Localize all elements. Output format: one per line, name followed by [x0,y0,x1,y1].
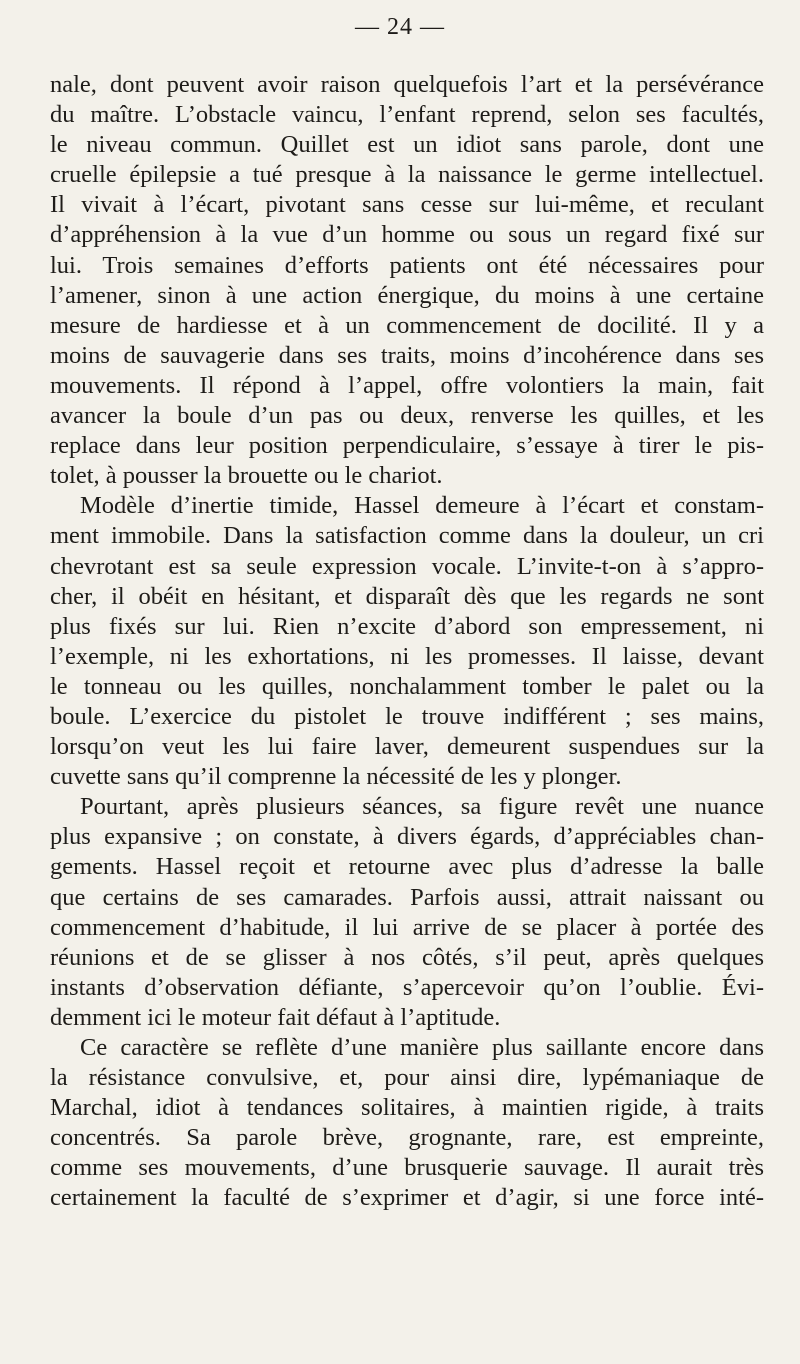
text-line: Modèle d’inertie timide, Hassel demeure à l’écart et constam- [80,492,764,520]
text-line: l’exemple, ni les exhortations, ni les promesses. Il laisse, devant [50,642,764,670]
text-line: plus expansive ; on constate, à divers égards, d’appréciables chan- [50,823,764,851]
text-line: Ce caractère se reflète d’une manière plus saillante encore dans [80,1034,764,1061]
page-number: — 24 — [355,14,445,40]
text-line: replace dans leur position perpendiculaire, s’essaye à tirer le pis- [50,432,764,460]
text-line: concentrés. Sa parole brève, grognante, rare, est empreinte, [50,1124,764,1152]
text-line: le tonneau ou les quilles, nonchalamment tomber le palet ou la [50,672,764,700]
text-line: du maître. L’obstacle vaincu, l’enfant reprend, selon ses facultés, [50,101,764,129]
text-line: le niveau commun. Quillet est un idiot sans parole, dont une [50,131,764,159]
text-line: comme ses mouvements, d’une brusquerie sauvage. Il aurait très [50,1154,764,1182]
text-line: instants d’observation défiante, s’apercevoir qu’on l’oublie. Évi- [50,973,764,1001]
text-line: lorsqu’on veut les lui faire laver, demeurent suspendues sur la [50,733,764,761]
text-line: avancer la boule d’un pas ou deux, renverse les quilles, et les [50,402,764,430]
text-line: nale, dont peuvent avoir raison quelquefois l’art et la persévérance [50,71,764,98]
text-line: d’appréhension à la vue d’un homme ou sous un regard fixé sur [50,221,764,249]
text-line: ment immobile. Dans la satisfaction comme dans la douleur, un cri [50,522,764,550]
text-line: boule. L’exercice du pistolet le trouve indifférent ; ses mains, [50,702,764,730]
text-line: tolet, à pousser la brouette ou le chariot. [50,462,443,490]
text-line: cruelle épilepsie a tué presque à la naissance le germe intellectuel. [50,161,764,189]
text-line: gements. Hassel reçoit et retourne avec plus d’adresse la balle [50,853,764,881]
text-line: Marchal, idiot à tendances solitaires, à maintien rigide, à traits [50,1094,764,1122]
text-line: commencement d’habitude, il lui arrive de se placer à portée des [50,913,764,941]
text-line: que certains de ses camarades. Parfois aussi, attrait naissant ou [50,883,764,911]
text-line: cuvette sans qu’il comprenne la nécessité de les y plonger. [50,763,622,791]
text-line: moins de sauvagerie dans ses traits, moins d’incohérence dans ses [50,341,764,369]
text-line: mesure de hardiesse et à un commencement de docilité. Il y a [50,311,764,339]
text-line: plus fixés sur lui. Rien n’excite d’abord son empressement, ni [50,612,764,640]
text-line: la résistance convulsive, et, pour ainsi dire, lypémaniaque de [50,1064,764,1092]
text-line: l’amener, sinon à une action énergique, du moins à une certaine [50,281,764,309]
text-line: mouvements. Il répond à l’appel, offre volontiers la main, fait [50,371,764,399]
text-line: lui. Trois semaines d’efforts patients ont été nécessaires pour [50,251,764,279]
text-line: réunions et de se glisser à nos côtés, s’il peut, après quelques [50,943,764,971]
text-line: certainement la faculté de s’exprimer et d’agir, si une force inté- [50,1184,764,1212]
body-text [50,70,764,1214]
text-line: Il vivait à l’écart, pivotant sans cesse sur lui-même, et reculant [50,191,764,219]
text-line: demment ici le moteur fait défaut à l’aptitude. [50,1003,501,1031]
text-line: chevrotant est sa seule expression vocale. L’invite-t-on à s’appro- [50,552,764,580]
text-line: Pourtant, après plusieurs séances, sa figure revêt une nuance [80,793,764,821]
text-line: cher, il obéit en hésitant, et disparaît dès que les regards ne sont [50,582,764,610]
